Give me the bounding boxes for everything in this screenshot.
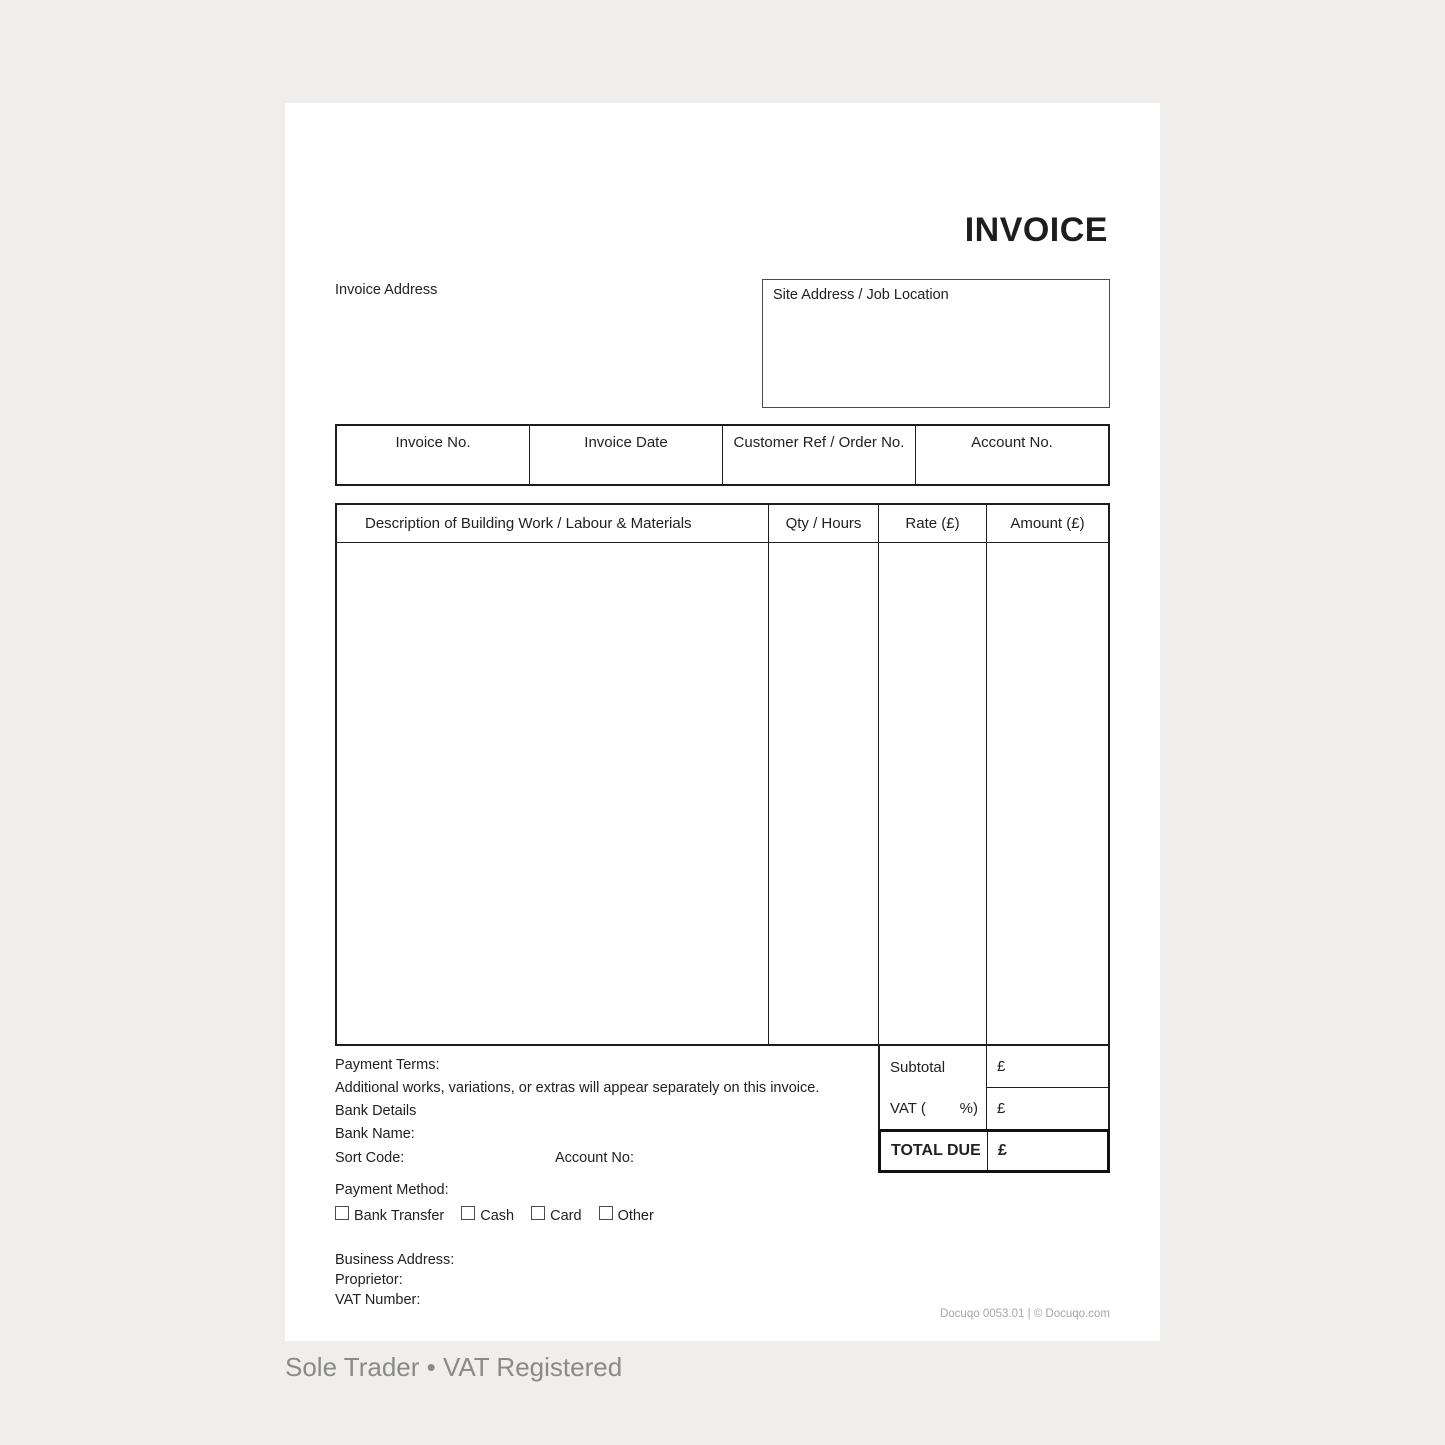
sort-code-row <box>335 1150 835 1166</box>
items-header-amount: Amount (£) <box>986 505 1108 542</box>
business-address-label: Business Address: <box>335 1252 455 1268</box>
cash-checkbox-icon[interactable] <box>461 1206 475 1220</box>
bank-transfer-checkbox-icon[interactable] <box>335 1206 349 1220</box>
info-cell-invoice-date[interactable]: Invoice Date <box>529 426 722 484</box>
vat-label <box>880 1088 986 1129</box>
vat-value-cell[interactable] <box>986 1088 1108 1129</box>
card-label: Card <box>550 1208 582 1224</box>
payment-option-card <box>531 1204 581 1224</box>
totals-table <box>878 1046 1110 1173</box>
payment-option-cash <box>461 1204 514 1224</box>
subtotal-row <box>878 1046 1110 1088</box>
currency-symbol: £ <box>997 1058 1006 1075</box>
payment-option-other <box>599 1204 654 1224</box>
bank-name-label: Bank Name: <box>335 1126 415 1142</box>
invoice-page <box>285 103 1160 1341</box>
cash-label: Cash <box>480 1208 515 1224</box>
items-header-rate: Rate (£) <box>878 505 986 542</box>
invoice-info-table <box>335 424 1110 486</box>
line-items-header-row <box>337 505 1108 543</box>
payment-terms-label: Payment Terms: <box>335 1057 440 1073</box>
items-body-description-cell[interactable] <box>337 543 768 1044</box>
vat-label-suffix: %) <box>959 1100 978 1117</box>
proprietor-label: Proprietor: <box>335 1272 403 1288</box>
docuqo-credit: Docuqo 0053.01 | © Docuqo.com <box>939 1308 1110 1320</box>
sort-code-label: Sort Code: <box>335 1150 405 1166</box>
additional-works-note: Additional works, variations, or extras will appear separately on this invoice. <box>335 1080 820 1096</box>
other-checkbox-icon[interactable] <box>599 1206 613 1220</box>
bank-details-label: Bank Details <box>335 1103 417 1119</box>
payment-option-bank-transfer <box>335 1204 444 1224</box>
site-address-box[interactable] <box>762 279 1110 408</box>
items-body-rate-cell[interactable] <box>878 543 986 1044</box>
items-body-amount-cell[interactable] <box>986 543 1108 1044</box>
vat-row <box>878 1088 1110 1129</box>
site-address-label: Site Address / Job Location <box>773 287 949 303</box>
info-cell-account-no[interactable]: Account No. <box>915 426 1108 484</box>
items-body-qty-cell[interactable] <box>768 543 878 1044</box>
invoice-title: INVOICE <box>964 211 1108 249</box>
line-items-body-row <box>337 543 1108 1044</box>
subtotal-value-cell[interactable] <box>986 1046 1108 1088</box>
payment-method-label: Payment Method: <box>335 1182 449 1198</box>
vat-label-prefix: VAT ( <box>890 1100 926 1117</box>
account-no-label: Account No: <box>555 1150 634 1166</box>
invoice-address-label: Invoice Address <box>335 282 438 298</box>
currency-symbol: £ <box>997 1100 1006 1117</box>
vat-number-label: VAT Number: <box>335 1292 421 1308</box>
template-caption: Sole Trader • VAT Registered <box>285 1352 623 1382</box>
other-label: Other <box>617 1208 654 1224</box>
total-due-label: TOTAL DUE <box>891 1142 981 1159</box>
line-items-table <box>335 503 1110 1046</box>
payment-method-options <box>335 1204 654 1224</box>
items-header-description: Description of Building Work / Labour & Materials <box>365 515 692 532</box>
total-due-row <box>878 1129 1110 1173</box>
total-due-value-cell[interactable] <box>987 1132 1107 1170</box>
bank-transfer-label: Bank Transfer <box>354 1208 445 1224</box>
info-cell-customer-ref[interactable]: Customer Ref / Order No. <box>722 426 915 484</box>
card-checkbox-icon[interactable] <box>531 1206 545 1220</box>
info-cell-invoice-no[interactable]: Invoice No. <box>395 434 471 451</box>
currency-symbol: £ <box>998 1142 1007 1159</box>
subtotal-label: Subtotal <box>890 1058 946 1076</box>
items-header-qty-hours: Qty / Hours <box>768 505 878 542</box>
